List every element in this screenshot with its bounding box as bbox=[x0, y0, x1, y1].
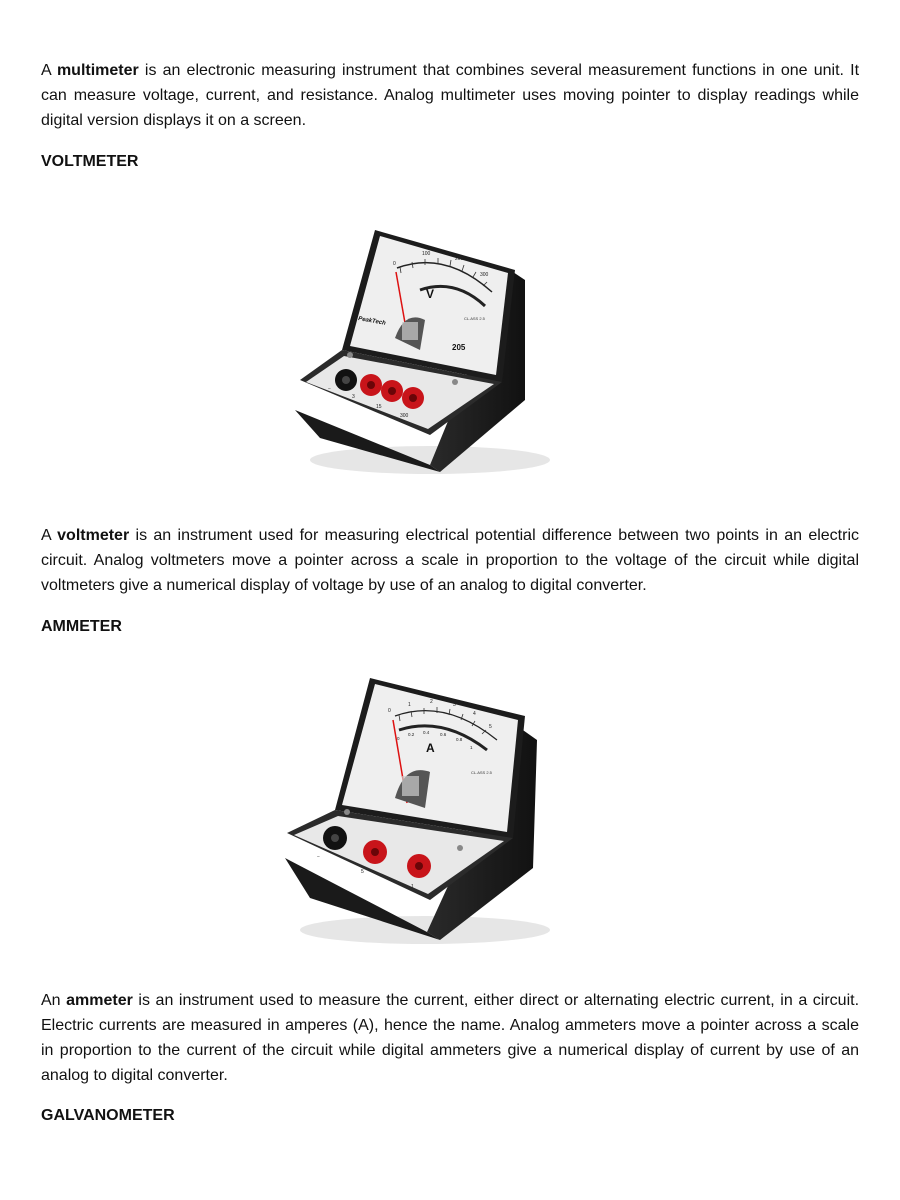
ammeter-outer-scale-label: 2 bbox=[430, 699, 433, 705]
ammeter-inner-scale-label: 0.8 bbox=[456, 737, 463, 742]
voltmeter-image bbox=[280, 210, 560, 490]
ammeter-paragraph bbox=[41, 988, 859, 1088]
ammeter-heading: AMMETER bbox=[41, 618, 122, 635]
voltmeter-terminal-label: − bbox=[328, 386, 331, 392]
multimeter-prefix: A bbox=[41, 62, 57, 79]
ammeter-inner-scale-label: 0.6 bbox=[440, 732, 447, 737]
voltmeter-prefix: A bbox=[41, 527, 58, 544]
voltmeter-terminal-label: 300 bbox=[400, 413, 409, 419]
multimeter-text: is an electronic measuring instrument that combines several measurement functions in one unit. It can measure voltage, current, and resistance. Analog multimeter uses moving pointer to display readings while digital version displays it on a screen. bbox=[41, 62, 860, 129]
multimeter-paragraph bbox=[41, 58, 859, 133]
ammeter-terminal-label: 5 bbox=[361, 869, 364, 875]
voltmeter-term: voltmeter bbox=[57, 527, 130, 544]
ammeter-outer-scale-label: 5 bbox=[489, 724, 492, 730]
voltmeter-terminal-label: 3 bbox=[352, 394, 355, 400]
multimeter-term: multimeter bbox=[56, 62, 139, 79]
ammeter-unit-label: A bbox=[426, 741, 435, 755]
ammeter-terminal-label: − bbox=[317, 854, 320, 860]
voltmeter-scale-label: 200 bbox=[455, 256, 464, 262]
ammeter-class-label: CL.ASS 2.5 bbox=[471, 770, 492, 775]
ammeter-term: ammeter bbox=[66, 992, 133, 1009]
voltmeter-unit-label: V bbox=[426, 287, 435, 301]
voltmeter-brand: PeakTech bbox=[357, 316, 387, 327]
ammeter-outer-scale-label: 1 bbox=[408, 702, 411, 708]
voltmeter-scale-label: 0 bbox=[393, 261, 396, 267]
voltmeter-terminal-label: 15 bbox=[376, 404, 382, 410]
ammeter-outer-scale-label: 4 bbox=[473, 711, 476, 717]
voltmeter-class-label: CL.ASS 2.5 bbox=[464, 316, 485, 321]
ammeter-prefix: An bbox=[41, 992, 67, 1009]
ammeter-inner-scale-label: 0.4 bbox=[423, 730, 430, 735]
ammeter-text: is an instrument used to measure the current, either direct or alternating electric current, in a circuit. Electric currents are measured in amperes (A), hence the name. Analog ammeters move a pointer across a scale in proportion to the current of the circuit while digital ammeters give a numerical display of current by use of an analog to digital converter. bbox=[41, 992, 860, 1084]
ammeter-terminal-label: 1 bbox=[411, 884, 414, 890]
voltmeter-scale-label: 300 bbox=[480, 272, 489, 278]
ammeter-inner-scale-label: 0 bbox=[397, 736, 400, 741]
voltmeter-paragraph bbox=[41, 523, 859, 598]
voltmeter-model: 205 bbox=[452, 343, 466, 352]
voltmeter-text: is an instrument used for measuring electrical potential difference between two points in an electric circuit. Analog voltmeters move a pointer across a scale in proportion to the voltage of the circuit while digital voltmeters give a numerical display of voltage by use of an analog to digital converter. bbox=[41, 527, 860, 594]
voltmeter-scale-label: 100 bbox=[422, 251, 431, 257]
galvanometer-heading: GALVANOMETER bbox=[41, 1107, 175, 1124]
voltmeter-heading: VOLTMETER bbox=[41, 153, 139, 170]
ammeter-outer-scale-label: 0 bbox=[388, 708, 391, 714]
ammeter-outer-scale-label: 3 bbox=[453, 702, 456, 708]
ammeter-inner-scale-label: 1 bbox=[470, 745, 473, 750]
ammeter-inner-scale-label: 0.2 bbox=[408, 732, 415, 737]
ammeter-image bbox=[275, 668, 565, 958]
